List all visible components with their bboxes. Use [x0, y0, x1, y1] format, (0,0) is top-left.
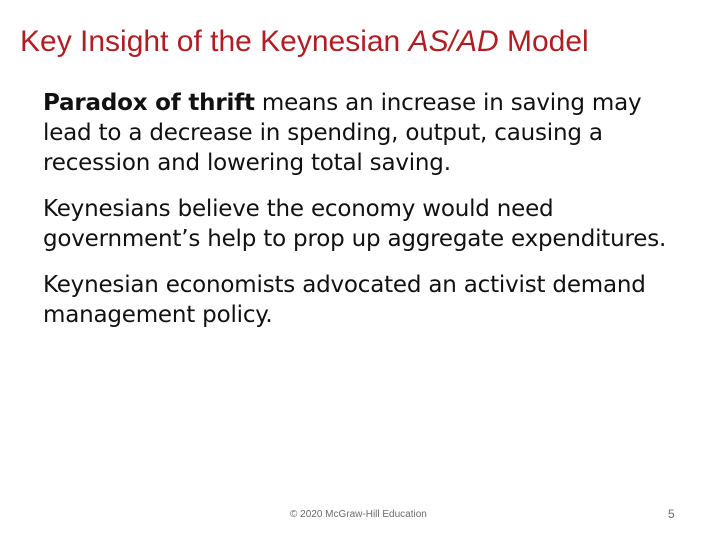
slide-body: [43, 88, 683, 346]
title-text-part1: Key Insight of the Keynesian: [20, 25, 409, 58]
paragraph-government-help: Keynesians believe the economy would need government’s help to prop up aggregate expenditures.: [43, 196, 667, 252]
slide-title: [20, 22, 710, 62]
paragraph-activist-policy: Keynesian economists advocated an activist demand management policy.: [43, 272, 646, 328]
title-text-italic: AS/AD: [408, 25, 499, 58]
term-paradox-of-thrift: Paradox of thrift: [43, 90, 255, 116]
page-number: 5: [668, 507, 675, 521]
title-text-part2: Model: [498, 25, 589, 58]
copyright-notice: © 2020 McGraw-Hill Education: [290, 509, 427, 520]
paragraph-1-text: means an increase in saving may lead to a decrease in spending, output, causing a recession and lowering total saving.: [43, 90, 642, 176]
paragraph-paradox-of-thrift: [43, 88, 683, 178]
